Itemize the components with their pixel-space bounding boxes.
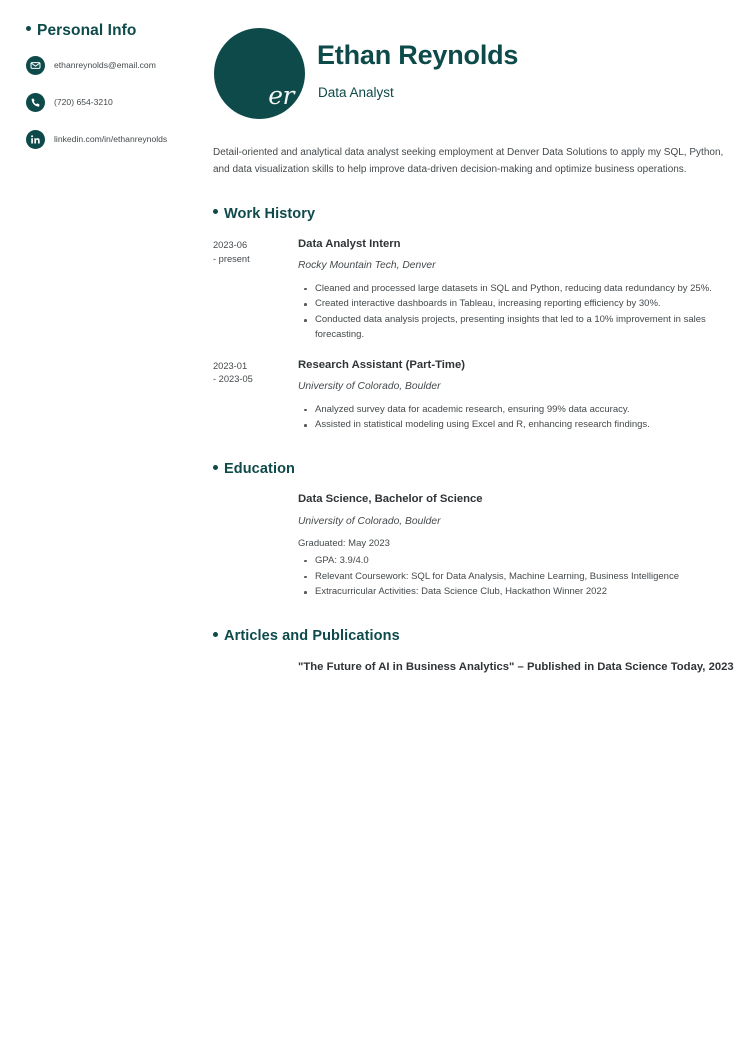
entry-body bbox=[298, 237, 750, 344]
main-content bbox=[205, 0, 750, 1061]
bullet-dot-icon bbox=[213, 465, 218, 470]
job-title: Data Analyst bbox=[318, 85, 394, 100]
page-title: Ethan Reynolds bbox=[317, 40, 519, 70]
entry-body bbox=[298, 358, 750, 434]
entry-dates bbox=[205, 358, 298, 434]
entry-dates bbox=[205, 237, 298, 344]
entry-organization: Rocky Mountain Tech, Denver bbox=[298, 260, 436, 272]
section-education bbox=[205, 461, 750, 601]
section-title-text: Articles and Publications bbox=[224, 627, 400, 644]
entry-degree: Data Science, Bachelor of Science bbox=[298, 493, 483, 505]
list-item: Analyzed survey data for academic research, ensuring 99% data accuracy. bbox=[315, 403, 738, 418]
work-entry bbox=[205, 358, 750, 434]
section-title-publications bbox=[213, 628, 750, 644]
sidebar-section-title bbox=[26, 22, 205, 40]
list-item: Assisted in statistical modeling using Excel and R, enhancing research findings. bbox=[315, 418, 738, 433]
contact-item-email[interactable] bbox=[26, 56, 205, 75]
entry-bullet-list bbox=[298, 282, 738, 343]
entry-graduation-note: Graduated: May 2023 bbox=[298, 538, 390, 550]
section-work-history bbox=[205, 206, 750, 434]
bullet-dot-icon bbox=[213, 632, 218, 637]
entry-organization: University of Colorado, Boulder bbox=[298, 381, 441, 393]
education-entry bbox=[205, 492, 750, 601]
entry-bullet-list bbox=[298, 554, 738, 600]
section-title-text: Work History bbox=[224, 205, 316, 222]
summary-text: Detail-oriented and analytical data analyst seeking employment at Denver Data Solutions to apply my SQL, Python, and data visualization skills to help improve data-driven decision-making and optimize business operations. bbox=[213, 147, 724, 175]
entry-bullet-list bbox=[298, 403, 738, 433]
linkedin-icon bbox=[26, 130, 45, 149]
list-item: Created interactive dashboards in Tableau, increasing reporting efficiency by 30%. bbox=[315, 297, 738, 312]
entry-role: Research Assistant (Part-Time) bbox=[298, 358, 466, 371]
avatar-initials: er bbox=[268, 81, 294, 110]
list-item: Relevant Coursework: SQL for Data Analysis, Machine Learning, Business Intelligence bbox=[315, 570, 738, 585]
work-entry bbox=[205, 237, 750, 344]
list-item: Conducted data analysis projects, presenting insights that led to a 10% improvement in sales forecasting. bbox=[315, 313, 738, 342]
contact-phone-text: (720) 654-3210 bbox=[54, 97, 113, 108]
sidebar-title-text: Personal Info bbox=[37, 22, 137, 39]
list-item: GPA: 3.9/4.0 bbox=[315, 554, 738, 569]
publication-entry bbox=[205, 659, 750, 677]
entry-dates bbox=[205, 659, 298, 677]
entry-institution: University of Colorado, Boulder bbox=[298, 515, 441, 527]
bullet-dot-icon bbox=[213, 209, 218, 214]
contact-item-phone[interactable] bbox=[26, 93, 205, 112]
section-publications bbox=[205, 628, 750, 677]
contact-list bbox=[0, 56, 205, 149]
section-title-education bbox=[213, 461, 750, 477]
avatar bbox=[214, 28, 305, 119]
resume-header bbox=[205, 0, 750, 118]
entry-role: Data Analyst Intern bbox=[298, 237, 401, 250]
publication-title: "The Future of AI in Business Analytics" – Published in Data Science Today, 2023 bbox=[298, 660, 734, 673]
contact-item-linkedin[interactable] bbox=[26, 130, 205, 149]
contact-linkedin-text: linkedin.com/in/ethanreynolds bbox=[54, 134, 168, 145]
contact-email-text: ethanreynolds@email.com bbox=[54, 60, 156, 71]
phone-icon bbox=[26, 93, 45, 112]
bullet-dot-icon bbox=[26, 26, 31, 31]
entry-date-start: 2023-01 bbox=[213, 360, 248, 371]
envelope-icon bbox=[26, 56, 45, 75]
list-item: Cleaned and processed large datasets in SQL and Python, reducing data redundancy by 25%. bbox=[315, 282, 738, 297]
section-title-text: Education bbox=[224, 461, 295, 477]
entry-date-start: 2023-06 bbox=[213, 239, 248, 250]
entry-body bbox=[298, 492, 750, 601]
entry-date-end: - 2023-05 bbox=[213, 374, 253, 385]
entry-date-end: - present bbox=[213, 253, 250, 264]
entry-dates bbox=[205, 492, 298, 601]
sidebar bbox=[0, 0, 205, 1061]
section-title-work-history bbox=[213, 206, 750, 222]
list-item: Extracurricular Activities: Data Science Club, Hackathon Winner 2022 bbox=[315, 585, 738, 600]
